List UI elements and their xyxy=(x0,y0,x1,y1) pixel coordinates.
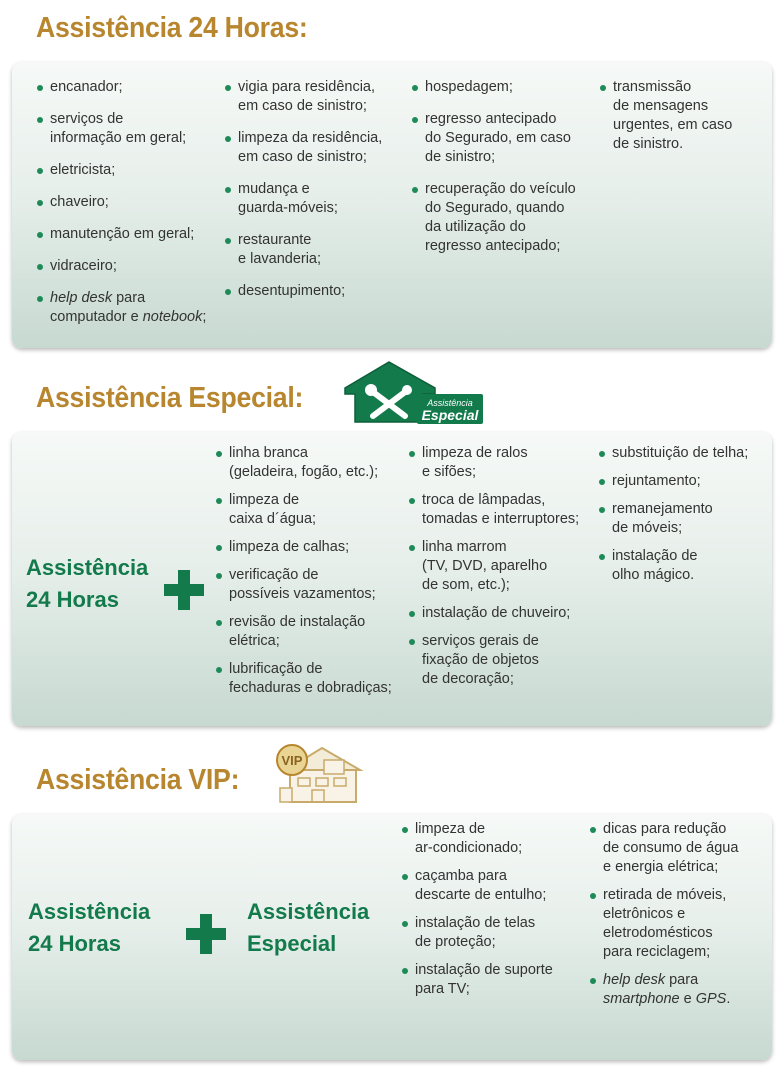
list-item xyxy=(598,444,768,463)
list-item-text: limpeza da residência, em caso de sinistro; xyxy=(238,130,383,165)
list-item-text: lubrificação de fechaduras e dobradiças; xyxy=(229,661,392,696)
list-item xyxy=(599,78,759,154)
list-item-text: GPS xyxy=(695,991,727,1007)
list-item xyxy=(408,632,598,689)
list-item xyxy=(411,180,606,256)
list-item xyxy=(215,538,410,557)
list-item xyxy=(589,886,767,962)
list-item-text: verificação de possíveis vazamentos; xyxy=(229,567,376,602)
especial-col-3 xyxy=(598,444,768,594)
assist24-col-1 xyxy=(36,78,226,340)
list-item-text: dicas para redução de consumo de água e energia elétrica; xyxy=(603,821,739,875)
list-item xyxy=(215,491,410,529)
list-item-text: restaurante e lavanderia; xyxy=(238,232,322,267)
list-item-text: transmissão de mensagens urgentes, em caso de sinistro. xyxy=(613,79,733,152)
list-item xyxy=(36,78,226,97)
especial-col-2 xyxy=(408,444,598,698)
list-item-text: manutenção em geral; xyxy=(50,226,195,242)
list-item-text: instalação de suporte para TV; xyxy=(415,962,553,997)
especial-panel xyxy=(12,432,772,726)
list-item-text: para computador e xyxy=(50,290,146,325)
list-item xyxy=(36,289,226,327)
list-item xyxy=(36,110,226,148)
list-item xyxy=(224,231,414,269)
list-item xyxy=(36,225,226,244)
assist24-title: Assistência 24 Horas: xyxy=(36,12,308,44)
list-item-text: linha branca (geladeira, fogão, etc.); xyxy=(229,445,379,480)
list-item-text: vigia para residência, em caso de sinistro; xyxy=(238,79,376,114)
list-item-text: retirada de móveis, eletrônicos e eletrodomésticos para reciclagem; xyxy=(603,887,727,960)
list-item-text: help desk xyxy=(603,972,666,988)
list-item-text: substituição de telha; xyxy=(612,445,749,461)
list-item-text: limpeza de ar-condicionado; xyxy=(415,821,523,856)
list-item-text: help desk xyxy=(50,290,113,306)
list-item-text: instalação de telas de proteção; xyxy=(415,915,536,950)
list-item-text: limpeza de caixa d´água; xyxy=(229,492,317,527)
list-item-text: caçamba para descarte de entulho; xyxy=(415,868,547,903)
plus-icon xyxy=(186,914,226,954)
list-item-text: serviços gerais de fixação de objetos de decoração; xyxy=(422,633,539,687)
list-item xyxy=(401,820,591,858)
list-item xyxy=(598,500,768,538)
list-item xyxy=(224,129,414,167)
assist24-col-4 xyxy=(599,78,759,167)
list-item-text: e xyxy=(679,991,696,1007)
list-item-text: limpeza de ralos e sifões; xyxy=(422,445,528,480)
list-item xyxy=(215,444,410,482)
vip-label-especial: Assistência Especial xyxy=(247,899,370,956)
vip-house-icon xyxy=(272,742,364,804)
list-item-text: encanador; xyxy=(50,79,123,95)
list-item-text: revisão de instalação elétrica; xyxy=(229,614,366,649)
badge-text-top: Assistência xyxy=(427,398,473,408)
especial-col-1 xyxy=(215,444,410,707)
vip-col-1 xyxy=(401,820,591,1008)
list-item xyxy=(401,914,591,952)
list-item-text: notebook xyxy=(142,309,203,325)
list-item-text: linha marrom (TV, DVD, aparelho de som, etc.); xyxy=(422,539,548,593)
list-item xyxy=(36,257,226,276)
assist24-panel xyxy=(12,62,772,348)
tools-house-icon xyxy=(343,358,485,426)
list-item xyxy=(224,282,414,301)
list-item xyxy=(36,193,226,212)
list-item-text: para xyxy=(669,972,699,988)
list-item-text: . xyxy=(726,991,731,1007)
list-item-text: smartphone xyxy=(603,991,680,1007)
especial-title: Assistência Especial: xyxy=(36,382,304,414)
list-item xyxy=(215,660,410,698)
vip-title: Assistência VIP: xyxy=(36,764,240,796)
assist24-col-2 xyxy=(224,78,414,314)
list-item-text: eletricista; xyxy=(50,162,116,178)
list-item xyxy=(598,472,768,491)
list-item xyxy=(224,78,414,116)
base-plan-label: Assistência 24 Horas xyxy=(26,555,149,612)
list-item xyxy=(589,971,767,1009)
vip-badge-text: VIP xyxy=(281,753,303,768)
list-item-text: chaveiro; xyxy=(50,194,109,210)
plus-icon xyxy=(164,570,204,610)
list-item xyxy=(215,613,410,651)
vip-label-24h: Assistência 24 Horas xyxy=(28,899,151,956)
list-item xyxy=(36,161,226,180)
list-item xyxy=(224,180,414,218)
list-item xyxy=(411,78,606,97)
assist24-col-3 xyxy=(411,78,606,269)
list-item-text: ; xyxy=(202,309,207,325)
list-item-text: vidraceiro; xyxy=(50,258,117,274)
list-item xyxy=(401,961,591,999)
list-item xyxy=(215,566,410,604)
list-item xyxy=(408,444,598,482)
list-item xyxy=(411,110,606,167)
list-item xyxy=(408,538,598,595)
list-item-text: remanejamento de móveis; xyxy=(612,501,713,536)
vip-col-2 xyxy=(589,820,767,1018)
list-item-text: instalação de olho mágico. xyxy=(612,548,698,583)
list-item xyxy=(598,547,768,585)
badge-text-bottom: Especial xyxy=(421,407,479,423)
list-item-text: limpeza de calhas; xyxy=(229,539,350,555)
list-item-text: hospedagem; xyxy=(425,79,513,95)
vip-panel xyxy=(12,814,772,1060)
list-item-text: instalação de chuveiro; xyxy=(422,605,571,621)
list-item-text: troca de lâmpadas, tomadas e interruptores; xyxy=(422,492,580,527)
list-item xyxy=(408,604,598,623)
list-item-text: rejuntamento; xyxy=(612,473,701,489)
list-item xyxy=(589,820,767,877)
list-item-text: regresso antecipado do Segurado, em caso de sinistro; xyxy=(425,111,571,165)
list-item-text: mudança e guarda-móveis; xyxy=(238,181,338,216)
list-item xyxy=(408,491,598,529)
list-item xyxy=(401,867,591,905)
list-item-text: recuperação do veículo do Segurado, quando da utilização do regresso antecipado; xyxy=(425,181,576,254)
list-item-text: desentupimento; xyxy=(238,283,346,299)
list-item-text: serviços de informação em geral; xyxy=(50,111,187,146)
